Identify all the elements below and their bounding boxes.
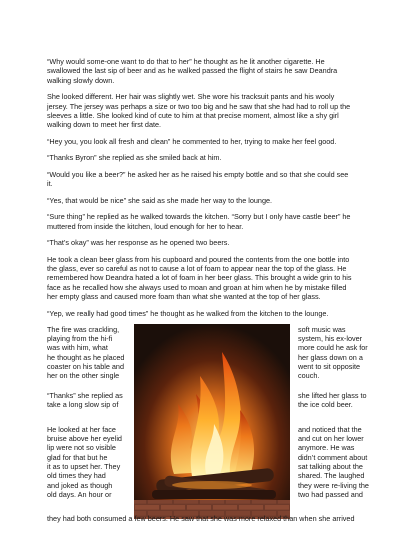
paragraph — [47, 255, 378, 302]
text-line: it as to upset her. They — [47, 461, 121, 471]
paragraph — [47, 153, 378, 162]
text-line: playing from the hi-fi — [47, 333, 113, 343]
text-line: “Sure thing” he replied as he walked towards the kitchen. “Sorry but I only have castle beer” he — [47, 212, 351, 222]
text-line: “Would you like a beer?” he asked her as he raised his empty bottle and so that she could see — [47, 169, 349, 179]
text-line: didn’t comment about — [298, 452, 368, 462]
text-line: her empty glass and caused more foam than what she wanted at the top of her glass. — [47, 292, 321, 302]
text-line: face as he recalled how she always used to moan and groan at him when he by mistake filled — [47, 282, 347, 292]
footer-text — [47, 514, 387, 523]
text-line: system, his ex-lover — [298, 333, 363, 343]
text-line: her glass down on a — [298, 352, 363, 362]
text-line: lip were not so visible — [47, 443, 116, 453]
text-line: “Yes, that would be nice” she said as she made her way to the lounge. — [47, 195, 273, 205]
paragraph — [47, 137, 378, 146]
text-line: the ice cold beer. — [298, 399, 353, 409]
text-line: she lifted her glass to — [298, 390, 367, 400]
text-line: he thought as he placed — [47, 352, 125, 362]
text-line: bruise above her eyelid — [47, 433, 122, 443]
text-line: muttered from inside the kitchen, loud enough for her to hear. — [47, 221, 244, 231]
text-line: He took a clean beer glass from his cupboard and poured the contents from the one bottle into — [47, 254, 350, 264]
wrap-right-paragraph — [298, 425, 369, 500]
wrap-left-paragraph — [47, 325, 124, 381]
text-line: “Thanks” she replied as — [47, 390, 123, 400]
text-line: remembered how Deandra hated a lot of foam in her beer glass. This brought a wide grin to his — [47, 273, 352, 283]
text-line: She looked different. Her hair was slightly wet. She wore his tracksuit pants and his wooly — [47, 92, 335, 102]
text-line: couch. — [298, 371, 320, 381]
text-line: old days. An hour or — [47, 489, 112, 499]
text-line: coaster on his table and — [47, 361, 124, 371]
text-line: glad for that but he — [47, 452, 108, 462]
text-line: The fire was crackling, — [47, 324, 120, 334]
text-line: sat talking about the — [298, 461, 363, 471]
paragraph — [47, 238, 378, 247]
paragraph — [47, 57, 378, 85]
text-line: old times they had — [47, 471, 106, 481]
wrap-right-paragraph — [298, 325, 368, 381]
paragraph — [47, 92, 378, 129]
wrap-right-paragraph — [298, 391, 367, 410]
text-line: walking down to meet her first date. — [47, 120, 162, 130]
paragraph — [47, 212, 378, 231]
text-line: more could he ask for — [298, 343, 368, 353]
wrap-left-paragraph — [47, 425, 122, 500]
text-line: “That’s okay” was her response as he opened two beers. — [47, 238, 230, 248]
text-line: it. — [47, 179, 53, 189]
paragraph — [47, 196, 378, 205]
fireplace-illustration — [134, 324, 290, 519]
text-line: soft music was — [298, 324, 346, 334]
text-line: and joked as though — [47, 480, 113, 490]
text-line: they were re-living the — [298, 480, 369, 490]
text-line: and cut on her lower — [298, 433, 364, 443]
paragraph — [47, 309, 378, 318]
text-line: the glass, ever so careful as not to cause a lot of foam to appear near the top of the glass. He — [47, 264, 347, 273]
text-line: two had passed and — [298, 489, 363, 499]
wrap-left-paragraph — [47, 391, 123, 410]
text-line: shared. The laughed — [298, 471, 365, 481]
text-line: her on the other single — [47, 371, 120, 381]
text-line: swallowed the last sip of beer and as he walked passed the flight of stairs he saw Deandra — [47, 66, 338, 76]
text-line: and noticed that the — [298, 424, 362, 434]
paragraph — [47, 170, 378, 189]
text-line: they had both consumed a few beers. He saw that she was more relaxed than when she arrived — [47, 514, 355, 523]
text-line: anymore. He was — [298, 443, 355, 453]
main-text — [47, 57, 378, 325]
text-line: sleeves a little. She looked kind of cute to him at that precise moment, almost like a shy girl — [47, 110, 339, 120]
text-line: walking slowly down. — [47, 75, 115, 85]
text-line: take a long slow sip of — [47, 399, 119, 409]
text-line: “Yep, we really had good times” he thought as he walked from the kitchen to the lounge. — [47, 308, 329, 318]
text-line: He looked at her face — [47, 424, 116, 434]
text-line: jersey. The jersey was perhaps a size or two too big and he saw that she had had to roll up the — [47, 101, 351, 111]
text-line: “Hey you, you look all fresh and clean” he commented to her, trying to make her feel good. — [47, 136, 337, 146]
fireplace-image — [134, 324, 290, 519]
text-line: “Thanks Byron” she replied as she smiled back at him. — [47, 153, 222, 163]
text-line: went to sit opposite — [298, 361, 361, 371]
text-line: “Why would some-one want to do that to her” he thought as he lit another cigarette. He — [47, 57, 325, 66]
text-line: was with him, what — [47, 343, 108, 353]
